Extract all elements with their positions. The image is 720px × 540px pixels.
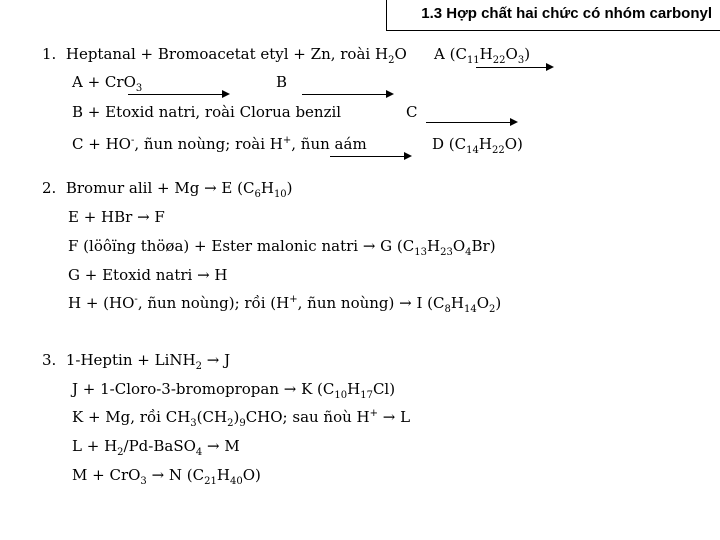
product-c: C — [406, 103, 418, 121]
problem-3-line-4: $L + H_2/Pd-BaSO_4 \to M$ — [72, 437, 240, 458]
reaction-text: Heptanal + Bromoacetat etyl + Zn, roài H — [65, 45, 389, 63]
slide-title: 1.3 Hợp chất hai chức có nhóm carbonyl — [421, 5, 712, 22]
reaction-arrow — [426, 122, 516, 123]
problem-number: 3. — [42, 351, 57, 369]
subscript: 2 — [388, 55, 395, 66]
problem-2-line-5: H + (HO-, ñun noùng); rồi (H+, ñun noùng) → I $(C_8H_{14}O_2)$ — [68, 294, 502, 315]
problem-3-line-5: M + CrO$_3$ → N $(C_{21}H_{40}O)$ — [72, 466, 261, 487]
reaction-text: O — [394, 45, 407, 63]
problem-2-line-3: F (löôïng thöøa) + Ester malonic natri → G $(C_{13}H_{23}O_4Br)$ — [68, 237, 496, 258]
product-b: B — [276, 73, 288, 91]
reaction-arrow — [128, 94, 228, 95]
problem-3-line-1: 3. 1-Heptin + LiNH$_2$ → J — [42, 351, 231, 372]
problem-1-line-2: A + CrO$_3$ — [72, 73, 143, 94]
problem-2-line-2: E + HBr → F — [68, 208, 165, 226]
problem-2-line-1: 2. Bromur alil + Mg → E $(C_6H_{10})$ — [42, 179, 293, 200]
problem-1-line-3: B + Etoxid natri, roài Clorua benzil — [72, 103, 342, 121]
problem-3-line-2: J + 1-Cloro-3-bromopropan → K $(C_{10}H_{17}Cl)$ — [72, 380, 396, 401]
problem-1-line-1 — [42, 44, 407, 64]
problem-1-line-4: C + HO-, ñun noùng; roài H+, ñun aám — [72, 135, 367, 153]
problem-3-line-3: K + Mg, rồi $CH_3(CH_2)_9CHO$; sau ñoù H+ → L — [72, 408, 411, 429]
product-d: D $(C_{14}H_{22}O)$ — [432, 135, 523, 156]
problem-number: 1. — [42, 45, 57, 63]
problem-number: 2. — [42, 179, 57, 197]
reaction-arrow — [302, 94, 392, 95]
reaction-arrow — [476, 67, 552, 68]
product-a: A $(C_{11}H_{22}O_3)$ — [434, 45, 531, 66]
reaction-arrow — [330, 156, 410, 157]
problem-2-line-4: G + Etoxid natri → H — [68, 266, 228, 284]
header-box — [386, 0, 720, 31]
